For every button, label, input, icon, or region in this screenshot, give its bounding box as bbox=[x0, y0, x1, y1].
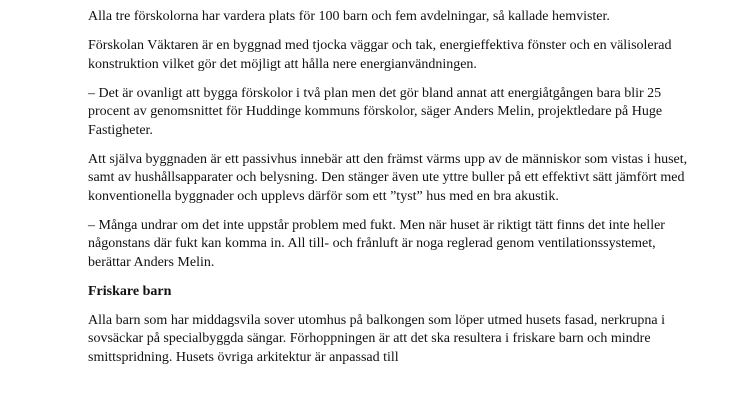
section-heading: Friskare barn bbox=[88, 283, 172, 299]
paragraph-building: Förskolan Väktaren är en byggnad med tjocka väggar och tak, energieffektiva fönster och en välisolerad konstruktion vilket gör det möjligt att hålla nere energianvändningen. bbox=[88, 38, 672, 72]
paragraph-passive-house: Att själva byggnaden är ett passivhus innebär att den främst värms upp av de människor som vistas i huset, samt av hushållsapparater och belysning. Den stänger även ute yttre buller på ett effektivt sätt jämfört med konventionella byggnader och upplevs därför som ett ”tyst” hus med en bra akustik. bbox=[88, 151, 688, 204]
paragraph-quote-moisture: – Många undrar om det inte uppstår problem med fukt. Men när huset är riktigt tätt finns det inte heller någonstans där fukt kan komma in. All till- och frånluft är noga reglerad genom ventilationssystemet, berättar Anders Melin. bbox=[88, 217, 665, 270]
paragraph-capacity: Alla tre förskolorna har vardera plats för 100 barn och fem avdelningar, så kallade hemvister. bbox=[88, 9, 610, 24]
paragraph-outdoor-sleep: Alla barn som har middagsvila sover utomhus på balkongen som löper utmed husets fasad, nerkrupna i sovsäckar på specialbyggda sängar. Förhoppningen är att det ska resultera i friskare barn och mindre smittspridning. Husets övriga arkitektur är anpassad till bbox=[88, 312, 665, 365]
paragraph-quote-energy: – Det är ovanligt att bygga förskolor i två plan men det gör bland annat att energiåtgången bara blir 25 procent av genomsnittet för Huddinge kommuns förskolor, säger Anders Melin, projektledare på Huge Fastigheter. bbox=[88, 85, 663, 138]
document-page bbox=[88, 0, 688, 378]
